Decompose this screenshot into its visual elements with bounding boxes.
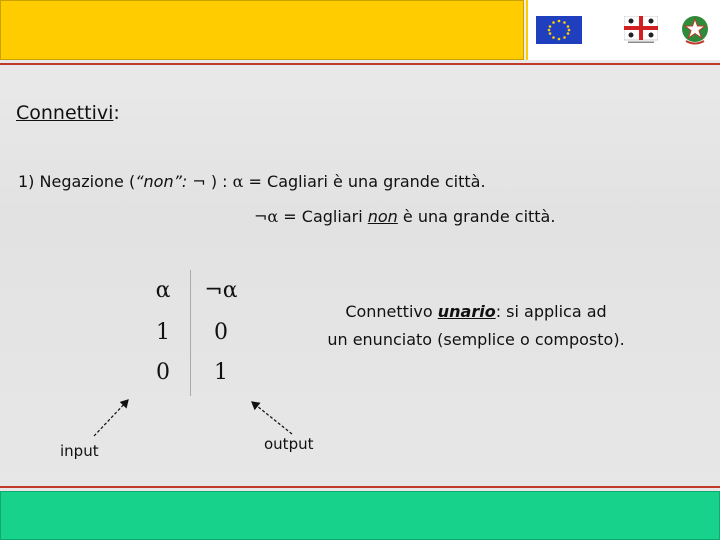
description-part2: : si applica ad [495, 302, 607, 321]
table-cell: 1 [214, 360, 228, 385]
table-cell: 1 [156, 320, 170, 345]
negation-quoted: “non”: [135, 172, 193, 191]
alpha-symbol: α [267, 207, 279, 226]
alpha-symbol: α [232, 172, 244, 191]
input-arrow [94, 400, 128, 436]
negation-middle: ) : [205, 172, 233, 191]
description-line-2: un enunciato (semplice o composto). [327, 330, 625, 349]
input-label: input [60, 442, 99, 460]
negated-after: è una grande città. [397, 207, 556, 226]
alpha-sentence: = Cagliari è una grande città. [243, 172, 486, 191]
output-arrow [252, 402, 292, 434]
title-text: Connettivi [16, 102, 114, 124]
non-emphasis: non [367, 207, 398, 226]
header-not-alpha: ¬α [204, 278, 238, 303]
negated-before: = Cagliari [278, 207, 368, 226]
negation-prefix: 1) Negazione ( [18, 172, 136, 191]
unary-keyword: unario [437, 302, 496, 321]
output-label: output [264, 435, 314, 453]
title-colon: : [113, 102, 120, 124]
description-part1: Connettivo [345, 302, 438, 321]
table-cell: 0 [156, 360, 170, 385]
not-symbol: ¬ [192, 172, 206, 191]
not-symbol: ¬ [254, 207, 268, 226]
header-alpha: α [155, 278, 171, 303]
footer-bar [0, 491, 720, 540]
table-cell: 0 [214, 320, 228, 345]
bottom-divider [0, 486, 720, 488]
